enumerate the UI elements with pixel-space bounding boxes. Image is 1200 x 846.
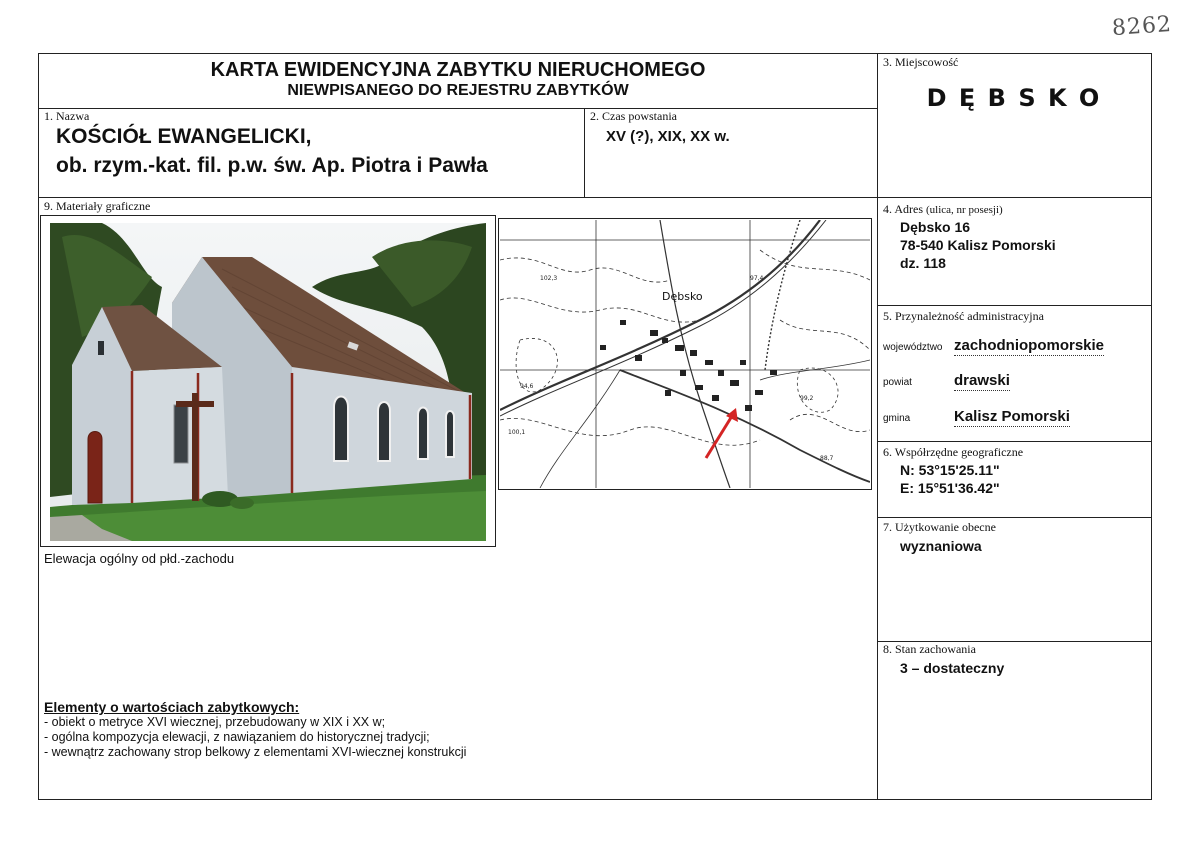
svg-text:102,3: 102,3 [540, 275, 558, 282]
svg-text:99,2: 99,2 [800, 395, 814, 402]
stan-label: 8. Stan zachowania [883, 642, 976, 656]
elementy-list [44, 715, 466, 760]
gmina-value: Kalisz Pomorski [954, 408, 1070, 425]
wspolrzedne-n: N: 53°15'25.11" [900, 462, 1000, 478]
adres-line2: 78-540 Kalisz Pomorski [900, 237, 1056, 253]
adres-label [883, 202, 1003, 217]
stan-value: 3 – dostateczny [900, 660, 1005, 676]
location-map [498, 218, 872, 490]
photo-caption: Elewacja ogólny od płd.-zachodu [44, 551, 235, 566]
wspolrzedne-divider [877, 517, 1151, 518]
church-photo-drawing [42, 217, 494, 545]
czas-powstania-value: XV (?), XIX, XX w. [606, 128, 730, 145]
adres-line3: dz. 118 [900, 255, 946, 271]
svg-text:88,7: 88,7 [820, 455, 834, 462]
wspolrzedne-label: 6. Współrzędne geograficzne [883, 445, 1024, 459]
card-title: KARTA EWIDENCYJNA ZABYTKU NIERUCHOMEGO [210, 59, 706, 81]
elementy-heading: Elementy o wartościach zabytkowych: [44, 699, 300, 715]
elementy-item: - obiekt o metryce XVI wiecznej, przebudowany w XIX i XX w; [44, 715, 386, 729]
czas-powstania-label: 2. Czas powstania [590, 109, 677, 123]
elementy-item: - ogólna kompozycja elewacji, z nawiązaniem do historycznej tradycji; [44, 730, 430, 744]
adres-label-main: 4. Adres [883, 202, 923, 216]
location-map-drawing [500, 220, 870, 488]
nazwa-label: 1. Nazwa [44, 109, 90, 123]
materialy-label: 9. Materiały graficzne [44, 199, 151, 213]
nazwa-line2: ob. rzym.-kat. fil. p.w. św. Ap. Piotra i Pawła [56, 154, 488, 177]
powiat-value: drawski [954, 372, 1010, 389]
church-photo [40, 215, 496, 547]
wojewodztwo-value: zachodniopomorskie [954, 337, 1105, 354]
header-divider [38, 108, 878, 109]
przynaleznosc-divider [877, 441, 1151, 442]
svg-text:94,6: 94,6 [520, 383, 534, 390]
card-subtitle: NIEWPISANEGO DO REJESTRU ZABYTKÓW [287, 82, 629, 99]
uzytkowanie-value: wyznaniowa [900, 538, 982, 554]
svg-text:97,4: 97,4 [750, 275, 764, 282]
uzytkowanie-label: 7. Użytkowanie obecne [883, 520, 996, 534]
elementy-item: - wewnątrz zachowany strop belkowy z elementami XVI-wiecznej konstrukcji [44, 745, 467, 759]
wojewodztwo-label: województwo [883, 342, 943, 353]
adres-divider [877, 305, 1151, 306]
column-divider [877, 53, 878, 800]
nazwa-czas-divider [584, 108, 585, 197]
nazwa-row-divider [38, 197, 1151, 198]
miejscowosc-value: D Ę B S K O [926, 84, 1102, 112]
nazwa-line1: KOŚCIÓŁ EWANGELICKI, [56, 125, 312, 148]
archive-number: 8262 [1111, 11, 1173, 42]
svg-text:100,1: 100,1 [508, 429, 526, 436]
adres-line1: Dębsko 16 [900, 219, 971, 235]
adres-label-note: (ulica, nr posesji) [926, 204, 1003, 216]
miejscowosc-label: 3. Miejscowość [883, 55, 959, 69]
wspolrzedne-e: E: 15°51'36.42" [900, 480, 1000, 496]
map-place-label: Dębsko [662, 290, 703, 303]
gmina-label: gmina [883, 413, 911, 424]
powiat-label: powiat [883, 377, 912, 388]
przynaleznosc-label: 5. Przynależność administracyjna [883, 309, 1044, 323]
